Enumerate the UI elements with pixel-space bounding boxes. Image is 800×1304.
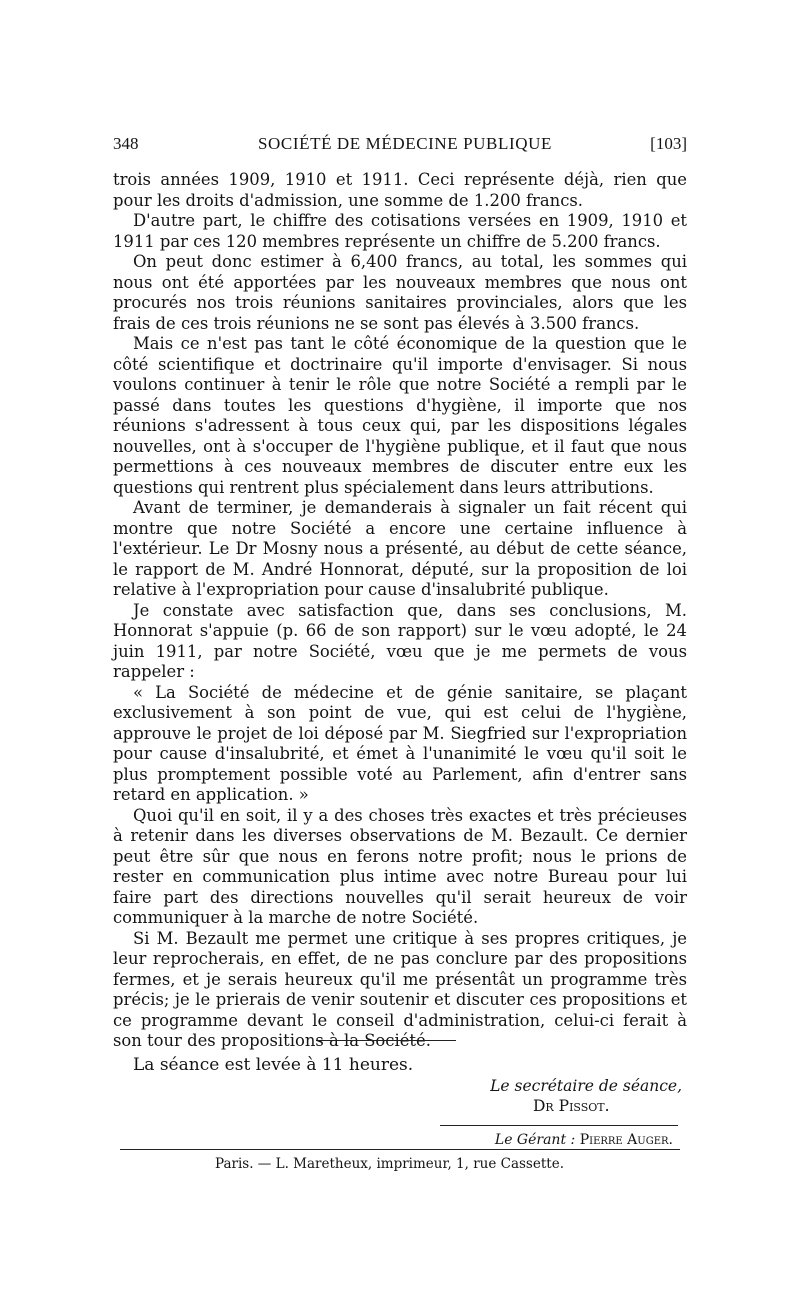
gerant-label: Le Gérant : bbox=[494, 1132, 576, 1148]
signature-name: Dr Pissot. bbox=[533, 1097, 610, 1115]
page-number: 348 bbox=[113, 134, 139, 153]
paragraph: Quoi qu'il en soit, il y a des choses très exactes et très précieuses à retenir dans les diverses observations de M. Bezault. Ce dernier peut être sûr que nous en ferons notre profit; nous le prions de rester en communication plus intime avec notre Bureau pour lui faire part des directions nouvelles qu'il serait heureux de voir communiquer à la marche de notre Société. bbox=[113, 805, 687, 927]
separator-rule bbox=[316, 1040, 456, 1041]
session-closing: La séance est levée à 11 heures. bbox=[133, 1055, 414, 1075]
page-header bbox=[113, 134, 687, 158]
gerant-name: Pierre Auger. bbox=[579, 1132, 673, 1148]
paragraph: trois années 1909, 1910 et 1911. Ceci représente déjà, rien que pour les droits d'admission, une somme de 1.200 francs. bbox=[113, 170, 687, 210]
paragraph: Si M. Bezault me permet une critique à ses propres critiques, je leur reprocherais, en effet, de ne pas conclure par des propositions fermes, et je serais heureux qu'il me présentât un programme très précis; je le prierais de venir soutenir et discuter ces propositions et ce programme devant le conseil d'administration, celui-ci ferait à son tour des propositions à la Société. bbox=[113, 928, 687, 1050]
paragraph: Avant de terminer, je demanderais à signaler un fait récent qui montre que notre Société a encore une certaine influence à l'extérieur. Le Dr Mosny nous a présenté, au début de cette séance, le rapport de M. André Honnorat, député, sur la proposition de loi relative à l'expropriation pour cause d'insalubrité publique. bbox=[113, 498, 687, 599]
body-text bbox=[113, 170, 687, 1052]
running-title: SOCIÉTÉ DE MÉDECINE PUBLIQUE bbox=[258, 134, 552, 153]
signature-title: Le secrétaire de séance, bbox=[490, 1077, 682, 1095]
paragraph: On peut donc estimer à 6,400 francs, au total, les sommes qui nous ont été apportées par les nouveaux membres que nous ont procurés nos trois réunions sanitaires provinciales, alors que les frais de ces trois réunions ne se sont pas élevés à 3.500 francs. bbox=[113, 252, 687, 333]
printer-imprint: Paris. — L. Maretheux, imprimeur, 1, rue Cassette. bbox=[215, 1156, 564, 1172]
gerant-rule bbox=[440, 1125, 678, 1126]
quoted-resolution: « La Société de médecine et de génie sanitaire, se plaçant exclusivement à son point de vue, qui est celui de l'hygiène, approuve le projet de loi déposé par M. Siegfried sur l'expropriation pour cause d'insalubrité, et émet à l'unanimité le vœu qu'il soit le plus promptement possible voté au Parlement, afin d'entrer sans retard en application. » bbox=[113, 682, 687, 804]
footer-rule bbox=[120, 1149, 680, 1150]
paragraph: D'autre part, le chiffre des cotisations versées en 1909, 1910 et 1911 par ces 120 membres représente un chiffre de 5.200 francs. bbox=[113, 211, 687, 251]
section-number: [103] bbox=[650, 134, 687, 153]
paragraph: Mais ce n'est pas tant le côté économique de la question que le côté scientifique et doctrinaire qu'il importe d'envisager. Si nous voulons continuer à tenir le rôle que notre Société a rempli par le passé dans toutes les questions d'hygiène, il importe que nos réunions s'adressent à tous ceux qui, par les dispositions légales nouvelles, ont à s'occuper de l'hygiène publique, et il faut que nous permettions à ces nouveaux membres de discuter entre eux les questions qui rentrent plus spécialement dans leurs attributions. bbox=[113, 334, 687, 497]
paragraph: Je constate avec satisfaction que, dans ses conclusions, M. Honnorat s'appuie (p. 66 de son rapport) sur le vœu adopté, le 24 juin 1911, par notre Société, vœu que je me permets de vous rappeler : bbox=[113, 600, 687, 681]
gerant-line bbox=[495, 1132, 673, 1148]
